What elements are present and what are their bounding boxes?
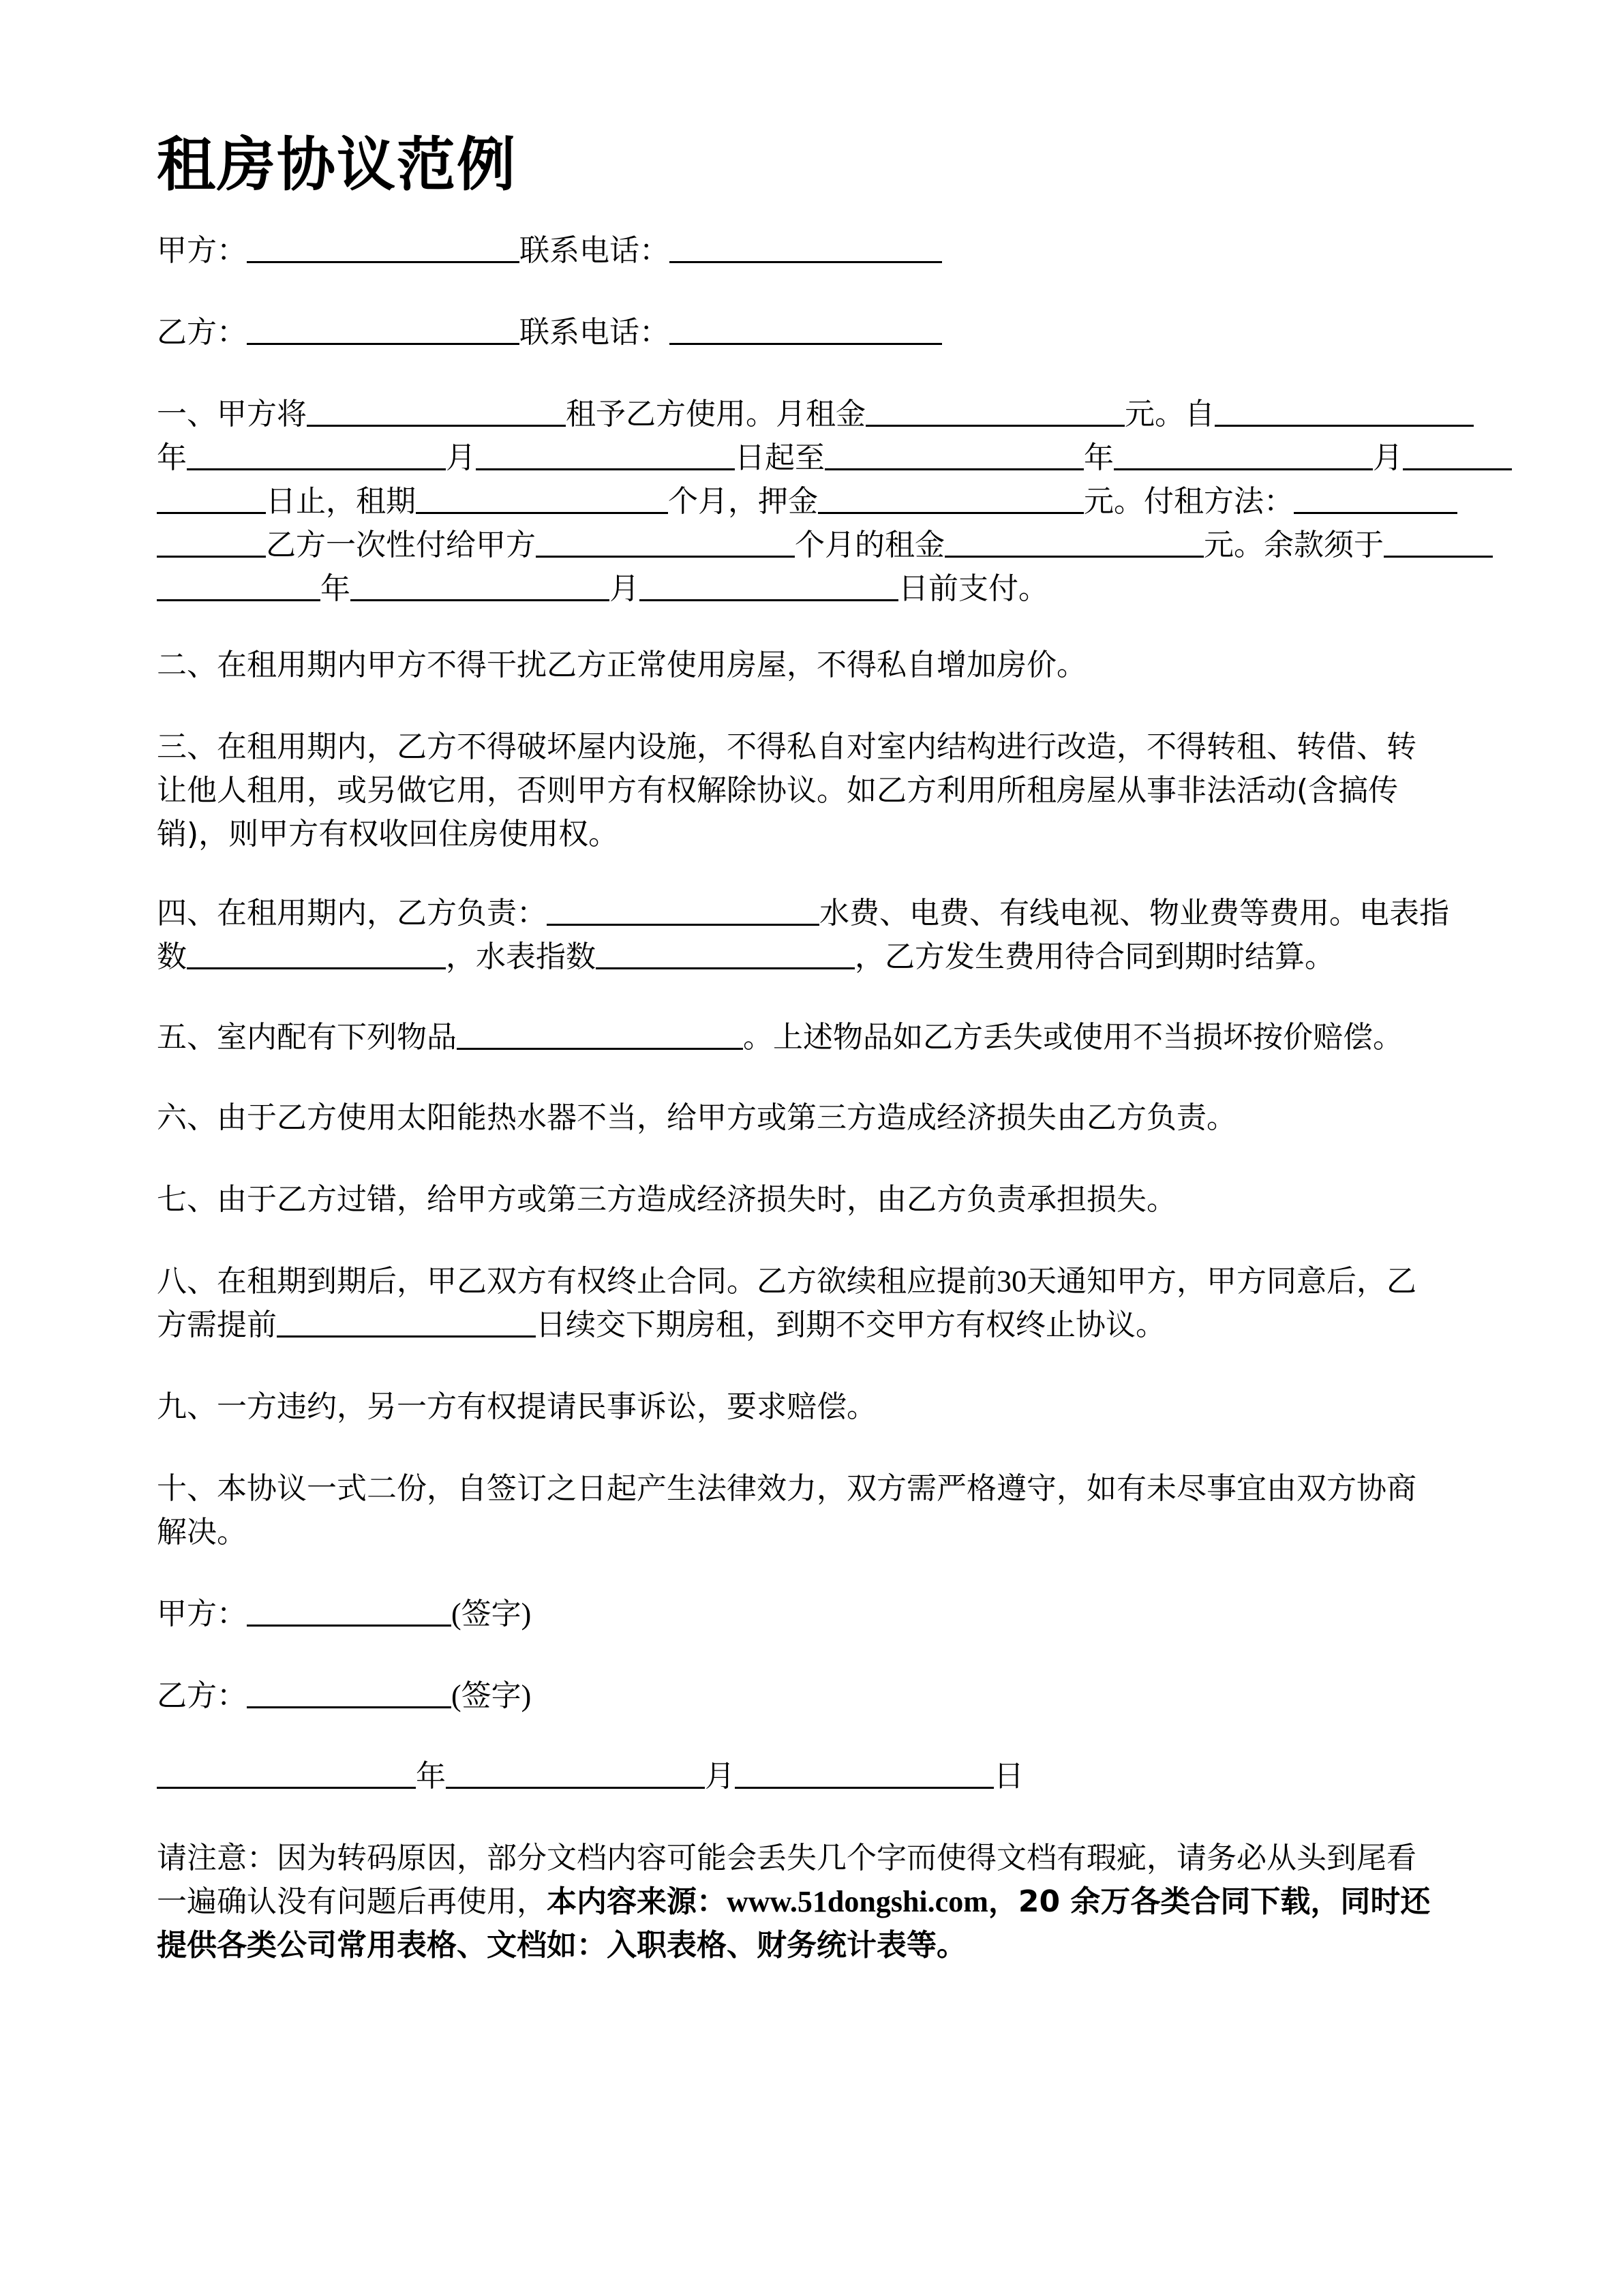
term-blank[interactable] [416, 482, 668, 514]
clause-1-text: 个月，押金 [668, 484, 818, 519]
party-a-phone-blank[interactable] [669, 231, 942, 263]
deposit-blank[interactable] [818, 482, 1084, 514]
sign-month-blank[interactable] [446, 1757, 705, 1789]
payment-method-blank-2[interactable] [157, 526, 266, 558]
balance-year-blank[interactable] [350, 569, 609, 601]
clause-9: 九、一方违约，另一方有权提请民事诉讼，要求赔偿。 [157, 1389, 877, 1424]
party-b-phone-blank[interactable] [669, 313, 942, 345]
party-a-phone-label: 联系电话： [519, 233, 669, 268]
clause-4-text: 四、在租用期内，乙方负责： [157, 896, 547, 931]
clause-8 [157, 1260, 1547, 1347]
party-a-label: 甲方： [157, 233, 247, 268]
document-title: 租房协议范例 [157, 131, 517, 199]
clause-5 [157, 1016, 1547, 1059]
clause-1-text: 个月的租金 [795, 528, 945, 562]
signature-b-suffix: (签字) [451, 1679, 532, 1712]
clause-1-text: 年 [1084, 440, 1114, 475]
clause-10-line: 十、本协议一式二份，自签订之日起产生法律效力，双方需严格遵守，如有未尽事宜由双方协商 [157, 1471, 1416, 1506]
sign-day-blank[interactable] [735, 1757, 994, 1789]
start-blank[interactable] [1215, 395, 1474, 427]
source-url-link[interactable]: www.51dongshi.com [727, 1885, 988, 1918]
rent-blank[interactable] [866, 395, 1125, 427]
clause-1-text: 日起至 [735, 440, 825, 475]
clause-5-text: 五、室内配有下列物品 [157, 1020, 457, 1055]
party-b-label: 乙方： [157, 315, 247, 350]
tenant-fees-blank[interactable] [547, 894, 819, 926]
notice-bold-text: ，20 余万各类合同下载，同时还 [988, 1884, 1431, 1919]
clause-5-text: 。上述物品如乙方丢失或使用不当损坏按价赔偿。 [743, 1020, 1403, 1055]
signature-a-suffix: (签字) [451, 1597, 532, 1631]
party-a-name-blank[interactable] [247, 231, 519, 263]
payment-method-blank[interactable] [1294, 482, 1457, 514]
clause-4 [157, 892, 1547, 979]
clause-8-text: 天通知甲方，甲方同意后，乙 [1027, 1264, 1416, 1299]
clause-1-text: 月 [446, 440, 476, 475]
advance-days-blank[interactable] [277, 1305, 536, 1338]
clause-7: 七、由于乙方过错，给甲方或第三方造成经济损失时，由乙方负责承担损失。 [157, 1182, 1177, 1217]
clause-1-text: 日止，租期 [266, 484, 416, 519]
signing-date [157, 1755, 1547, 1798]
clause-1-text: 元。自 [1125, 397, 1215, 432]
clause-3-line: 三、在租用期内，乙方不得破坏屋内设施，不得私自对室内结构进行改造，不得转租、转借、转 [157, 729, 1416, 764]
clause-3-line: 让他人租用，或另做它用，否则甲方有权解除协议。如乙方利用所租房屋从事非法活动(含搞传 [157, 773, 1399, 808]
notice [157, 1837, 1547, 1967]
clause-1-text: 一、甲方将 [157, 397, 307, 432]
clause-1 [157, 393, 1547, 611]
date-month-label: 月 [705, 1759, 735, 1794]
clause-4-text: ，水表指数 [446, 939, 596, 974]
clause-4-text: 数 [157, 939, 187, 974]
notice-days: 30 [997, 1265, 1027, 1298]
end-month-blank[interactable] [1403, 438, 1512, 470]
sign-year-blank[interactable] [157, 1757, 416, 1789]
property-blank[interactable] [307, 395, 566, 427]
clause-1-text: 乙方一次性付给甲方 [266, 528, 536, 562]
amount-paid-blank[interactable] [945, 526, 1204, 558]
clause-8-text: 八、在租期到期后，甲乙双方有权终止合同。乙方欲续租应提前 [157, 1264, 997, 1299]
clause-3 [157, 725, 1547, 856]
signature-b [157, 1674, 1547, 1718]
clause-6: 六、由于乙方使用太阳能热水器不当，给甲方或第三方造成经济损失由乙方负责。 [157, 1100, 1237, 1135]
electric-meter-blank[interactable] [187, 937, 446, 969]
clause-1-text: 年 [320, 571, 350, 606]
signature-b-label: 乙方： [157, 1678, 247, 1713]
clause-10 [157, 1467, 1547, 1554]
signature-a [157, 1592, 1547, 1636]
notice-bold-line: 提供各类公司常用表格、文档如：入职表格、财务统计表等。 [157, 1928, 967, 1963]
clause-1-text: 月 [1373, 440, 1403, 475]
water-meter-blank[interactable] [596, 937, 855, 969]
end-year-blank[interactable] [1114, 438, 1373, 470]
clause-1-text: 租予乙方使用。月租金 [566, 397, 866, 432]
date-day-label: 日 [994, 1759, 1024, 1794]
start-year-blank[interactable] [187, 438, 446, 470]
clause-8-text: 方需提前 [157, 1308, 277, 1342]
party-b-name-blank[interactable] [247, 313, 519, 345]
signature-a-blank[interactable] [247, 1595, 451, 1627]
items-blank[interactable] [457, 1018, 743, 1050]
date-year-label: 年 [416, 1759, 446, 1794]
clause-4-text: ，乙方发生费用待合同到期时结算。 [855, 939, 1335, 974]
clause-1-text: 月 [609, 571, 639, 606]
clause-1-text: 年 [157, 440, 187, 475]
party-a-line [157, 229, 1547, 273]
party-b-line [157, 311, 1547, 354]
clause-1-text: 日前支付。 [898, 571, 1048, 606]
notice-text: 一遍确认没有问题后再使用， [157, 1884, 547, 1919]
clause-3-line: 销)，则甲方有权收回住房使用权。 [157, 817, 619, 851]
balance-month-blank[interactable] [639, 569, 898, 601]
signature-b-blank[interactable] [247, 1676, 451, 1708]
clause-1-text: 元。余款须于 [1204, 528, 1384, 562]
notice-line: 请注意：因为转码原因，部分文档内容可能会丢失几个字而使得文档有瑕疵，请务必从头到尾看 [157, 1841, 1416, 1875]
balance-due-blank[interactable] [1384, 526, 1493, 558]
clause-4-text: 水费、电费、有线电视、物业费等费用。电表指 [819, 896, 1449, 931]
balance-blank[interactable] [157, 569, 320, 601]
signature-a-label: 甲方： [157, 1597, 247, 1631]
notice-source-label: 本内容来源： [547, 1884, 727, 1919]
clause-10-line: 解决。 [157, 1515, 247, 1550]
party-b-phone-label: 联系电话： [519, 315, 669, 350]
clause-2: 二、在租用期内甲方不得干扰乙方正常使用房屋，不得私自增加房价。 [157, 648, 1087, 682]
clause-8-text: 日续交下期房租，到期不交甲方有权终止协议。 [536, 1308, 1166, 1342]
end-day-blank[interactable] [157, 482, 266, 514]
start-month-blank[interactable] [476, 438, 735, 470]
clause-1-text: 元。付租方法： [1084, 484, 1294, 519]
months-paid-blank[interactable] [536, 526, 795, 558]
end-blank[interactable] [825, 438, 1084, 470]
